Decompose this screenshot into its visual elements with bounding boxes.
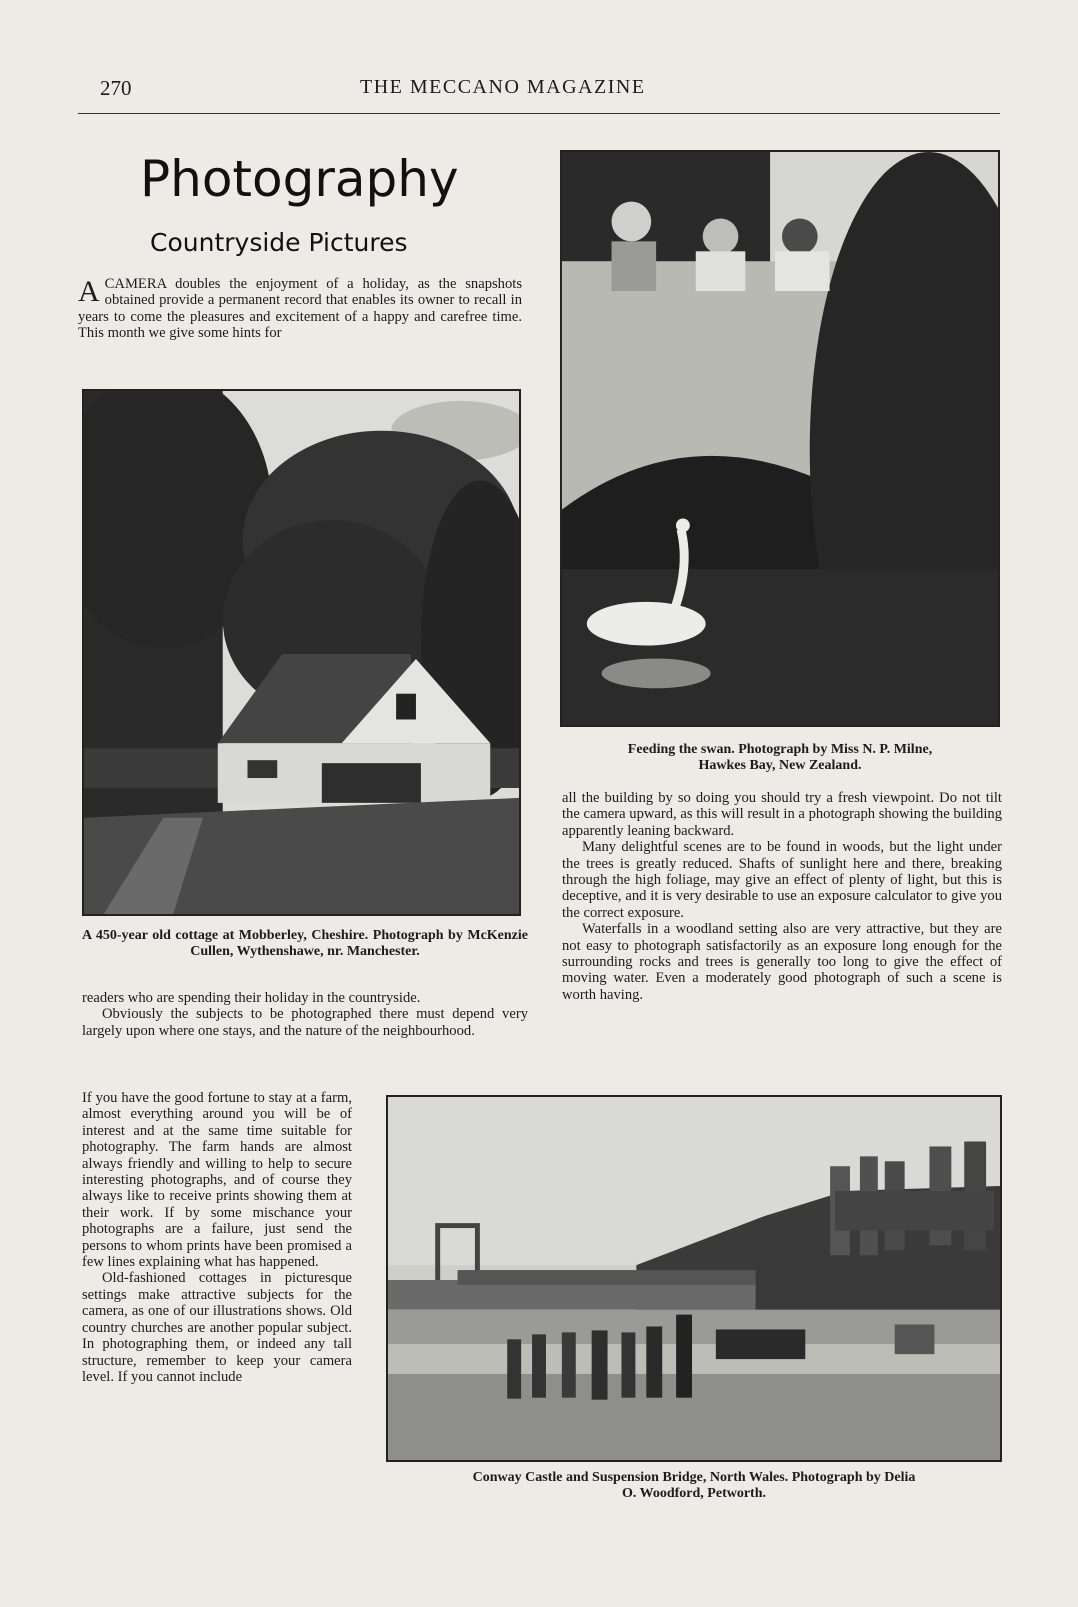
intro-text: CAMERA doubles the enjoyment of a holiday, as the snapshots obtained provide a permanent record that enables its owner to recall in years to come the pleasures and excitement of a happy and carefree time. This month we give some hints for xyxy=(78,276,522,342)
col1-paragraph-2: Obviously the subjects to be photographed there must depend very largely upon where one stays, and the nature of the neighbourhood. xyxy=(82,1006,528,1039)
col2-paragraph-3: Waterfalls in a woodland setting also are very attractive, but they are not easy to photograph satisfactorily as an exposure long enough for the surrounding rocks and trees is generally too long to give the effect of moving water. Even a moderately good photograph of such a scene is worth having. xyxy=(562,921,1002,1003)
col1-cont-paragraph: readers who are spending their holiday in the countryside. xyxy=(82,990,421,1006)
column1-continuation xyxy=(82,990,528,1039)
castle-photo xyxy=(386,1095,1002,1462)
narrow-paragraph-2: If you have the good fortune to stay at a farm, almost everything around you will be of interest and at the same time suitable for photography. The farm hands are almost always friendly and willing to help to secure interesting photographs, and of course they always like to receive prints showing them at their work. If by some mischance your photographs are a failure, just send the persons to whom prints have been promised a few lines explaining what has happened. xyxy=(82,1090,352,1271)
swan-caption-line-1: Feeding the swan. Photograph by Miss N. P. Milne, xyxy=(627,742,933,757)
castle-caption-line-1: Conway Castle and Suspension Bridge, North Wales. Photograph by Delia xyxy=(472,1470,916,1485)
header-rule xyxy=(78,113,1000,114)
castle-caption xyxy=(384,1470,1004,1502)
article-subtitle: Countryside Pictures xyxy=(150,228,408,257)
col2-paragraph-2: Many delightful scenes are to be found in woods, but the light under the trees is greatly reduced. Shafts of sunlight here and there, breaking through the high foliage, may give an effect of plenty of light, but this is deceptive, and it is very desirable to use an exposure calculator to give you the correct exposure. xyxy=(562,839,1002,921)
cottage-caption: A 450-year old cottage at Mobberley, Cheshire. Photograph by McKenzie Cullen, Wythenshawe, nr. Manchester. xyxy=(82,928,528,959)
castle-caption-line-2: O. Woodford, Petworth. xyxy=(621,1486,766,1501)
cottage-photo xyxy=(82,389,521,916)
cottage-illustration xyxy=(84,391,519,914)
page-number: 270 xyxy=(100,76,132,100)
narrow-column xyxy=(82,1090,352,1385)
drop-cap: A xyxy=(78,275,100,308)
col2-paragraph-1: all the building by so doing you should try a fresh viewpoint. Do not tilt the camera upward, as this will result in a photograph showing the building apparently leaning backward. xyxy=(562,790,1002,839)
swan-illustration xyxy=(562,152,998,725)
column2-text xyxy=(562,790,1002,1003)
swan-caption xyxy=(560,742,1000,774)
intro-paragraph xyxy=(78,276,522,342)
narrow-paragraph-3: Old-fashioned cottages in picturesque settings make attractive subjects for the camera, as one of our illustrations shows. Old country churches are another popular subject. In photographing them, or indeed any tall structure, remember to keep your camera level. If you cannot include xyxy=(82,1270,352,1385)
swan-caption-line-2: Hawkes Bay, New Zealand. xyxy=(698,758,862,773)
swan-photo xyxy=(560,150,1000,727)
magazine-title: THE MECCANO MAGAZINE xyxy=(360,76,646,98)
article-title: Photography xyxy=(140,150,459,208)
castle-illustration xyxy=(388,1097,1000,1460)
